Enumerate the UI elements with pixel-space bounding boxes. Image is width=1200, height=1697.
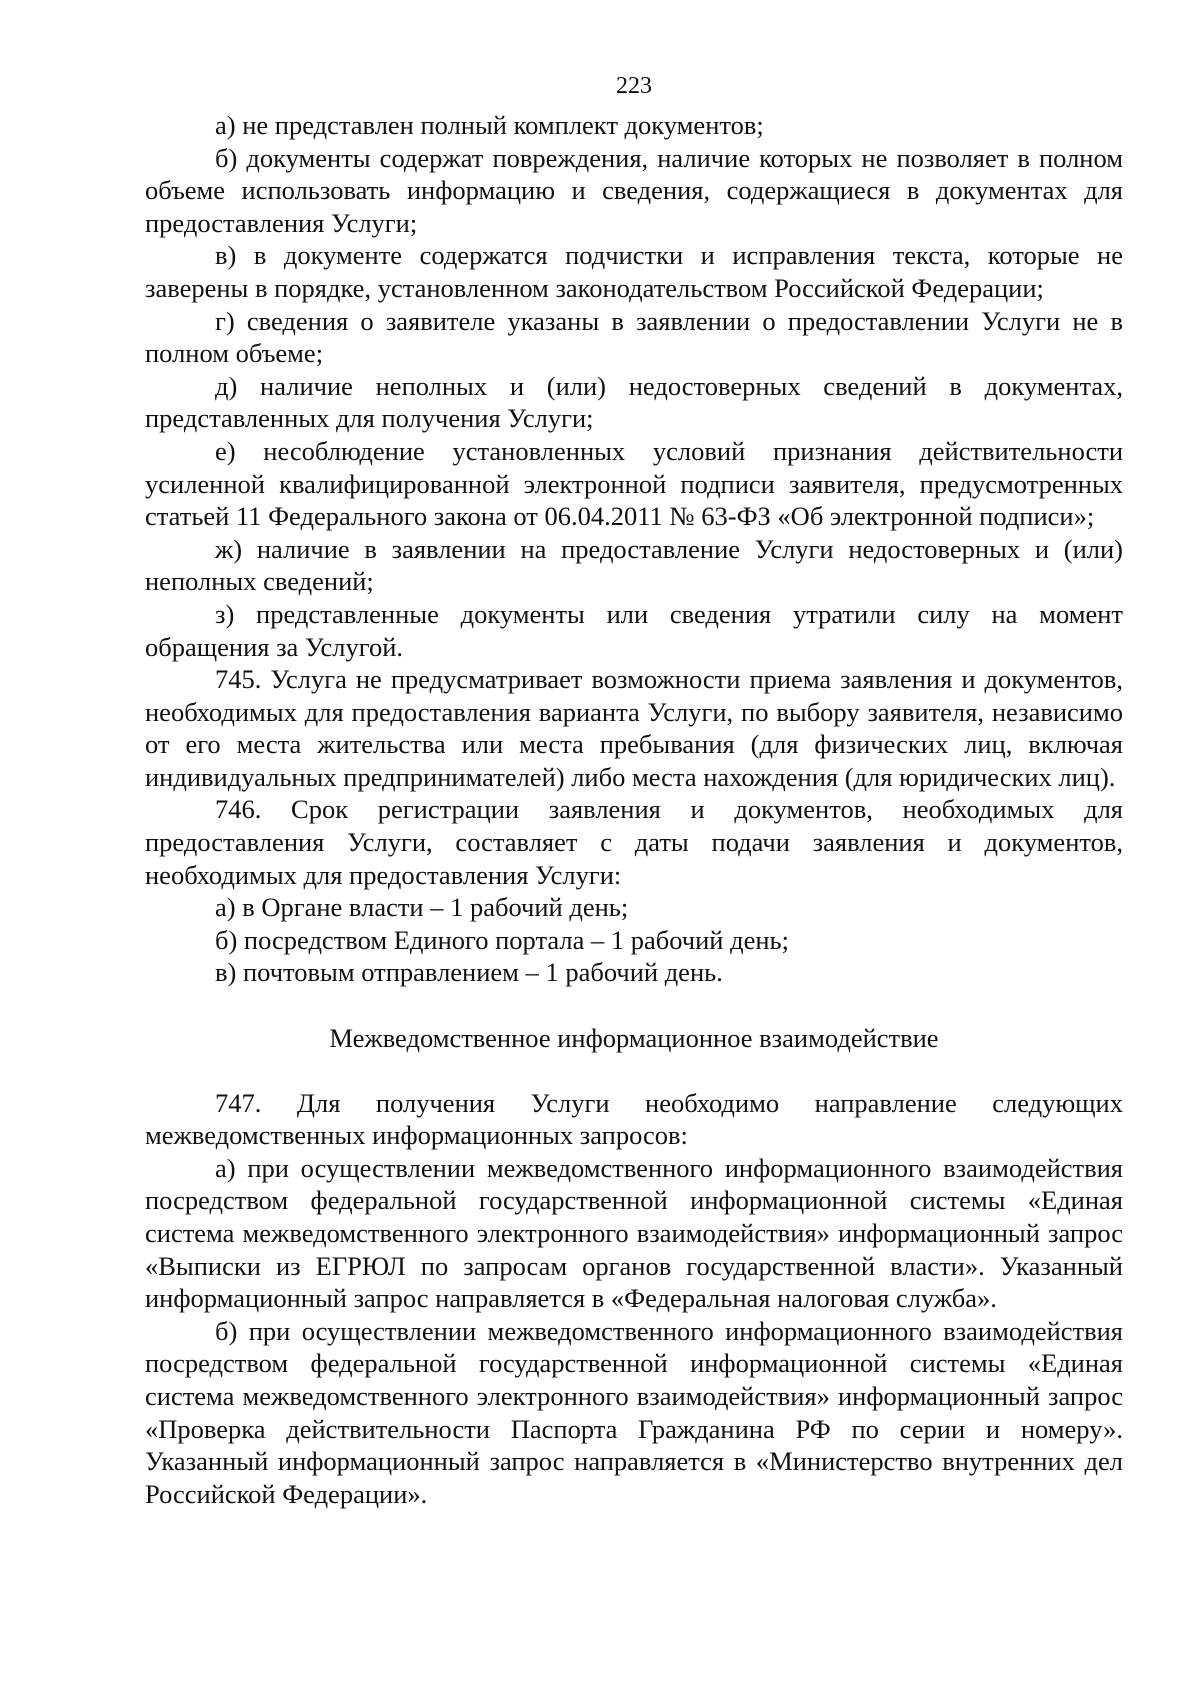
list-item-zh: ж) наличие в заявлении на предоставление Услуги недостоверных и (или) неполных сведений;	[145, 533, 1123, 597]
list-item-e: е) несоблюдение установленных условий признания действительности усиленной квалифицированной электронной подписи заявителя, предусмотренных статьей 11 Федерального закона от 06.04.2011 № 63-ФЗ «Об электронной подписи»;	[145, 435, 1123, 532]
paragraph-747-item-b: б) при осуществлении межведомственного информационного взаимодействия посредством федеральной государственной информационной системы «Единая система межведомственного электронного взаимодействия» информационный запрос «Проверка действительности Паспорта Гражданина РФ по серии и номеру». Указанный информационный запрос направляется в «Министерство внутренних дел Российской Федерации».	[145, 1315, 1123, 1509]
list-item-g: г) сведения о заявителе указаны в заявлении о предоставлении Услуги не в полном объеме;	[145, 305, 1123, 369]
list-item-a: а) не представлен полный комплект документов;	[215, 110, 764, 140]
text-block-2	[145, 1087, 1123, 1511]
page-number: 223	[616, 73, 652, 99]
document-page	[145, 70, 1123, 1510]
list-item-d: д) наличие неполных и (или) недостоверных сведений в документах, представленных для получения Услуги;	[145, 370, 1123, 434]
paragraph-746-item-b: б) посредством Единого портала – 1 рабочий день;	[215, 924, 789, 955]
paragraph-747: 747. Для получения Услуги необходимо направление следующих межведомственных информационных запросов:	[145, 1087, 1123, 1151]
paragraph-746-item-v: в) почтовым отправлением – 1 рабочий день.	[215, 957, 723, 988]
list-item-v: в) в документе содержатся подчистки и исправления текста, которые не заверены в порядке, установленном законодательством Российской Федерации;	[145, 240, 1123, 303]
paragraph-746-item-a: а) в Органе власти – 1 рабочий день;	[215, 892, 629, 923]
section-title: Межведомственное информационное взаимодействие	[329, 1023, 939, 1054]
paragraph-745: 745. Услуга не предусматривает возможности приема заявления и документов, необходимых для предоставления варианта Услуги, по выбору заявителя, независимо от его места жительства или места пребывания (для физических лиц, включая индивидуальных предпринимателей) либо места нахождения (для юридических лиц).	[145, 664, 1123, 792]
list-item-b: б) документы содержат повреждения, наличие которых не позволяет в полном объеме использовать информацию и сведения, содержащиеся в документах для предоставления Услуги;	[145, 142, 1123, 238]
list-item-z: з) представленные документы или сведения утратили силу на момент обращения за Услугой.	[145, 598, 1123, 662]
paragraph-747-item-a: а) при осуществлении межведомственного информационного взаимодействия посредством федеральной государственной информационной системы «Единая система межведомственного электронного взаимодействия» информационный запрос «Выписки из ЕГРЮЛ по запросам органов государственной власти». Указанный информационный запрос направляется в «Федеральная налоговая служба».	[145, 1152, 1123, 1314]
text-block-1	[145, 109, 1123, 989]
paragraph-746: 746. Срок регистрации заявления и документов, необходимых для предоставления Услуги, составляет с даты подачи заявления и документов, необходимых для предоставления Услуги:	[145, 794, 1123, 890]
